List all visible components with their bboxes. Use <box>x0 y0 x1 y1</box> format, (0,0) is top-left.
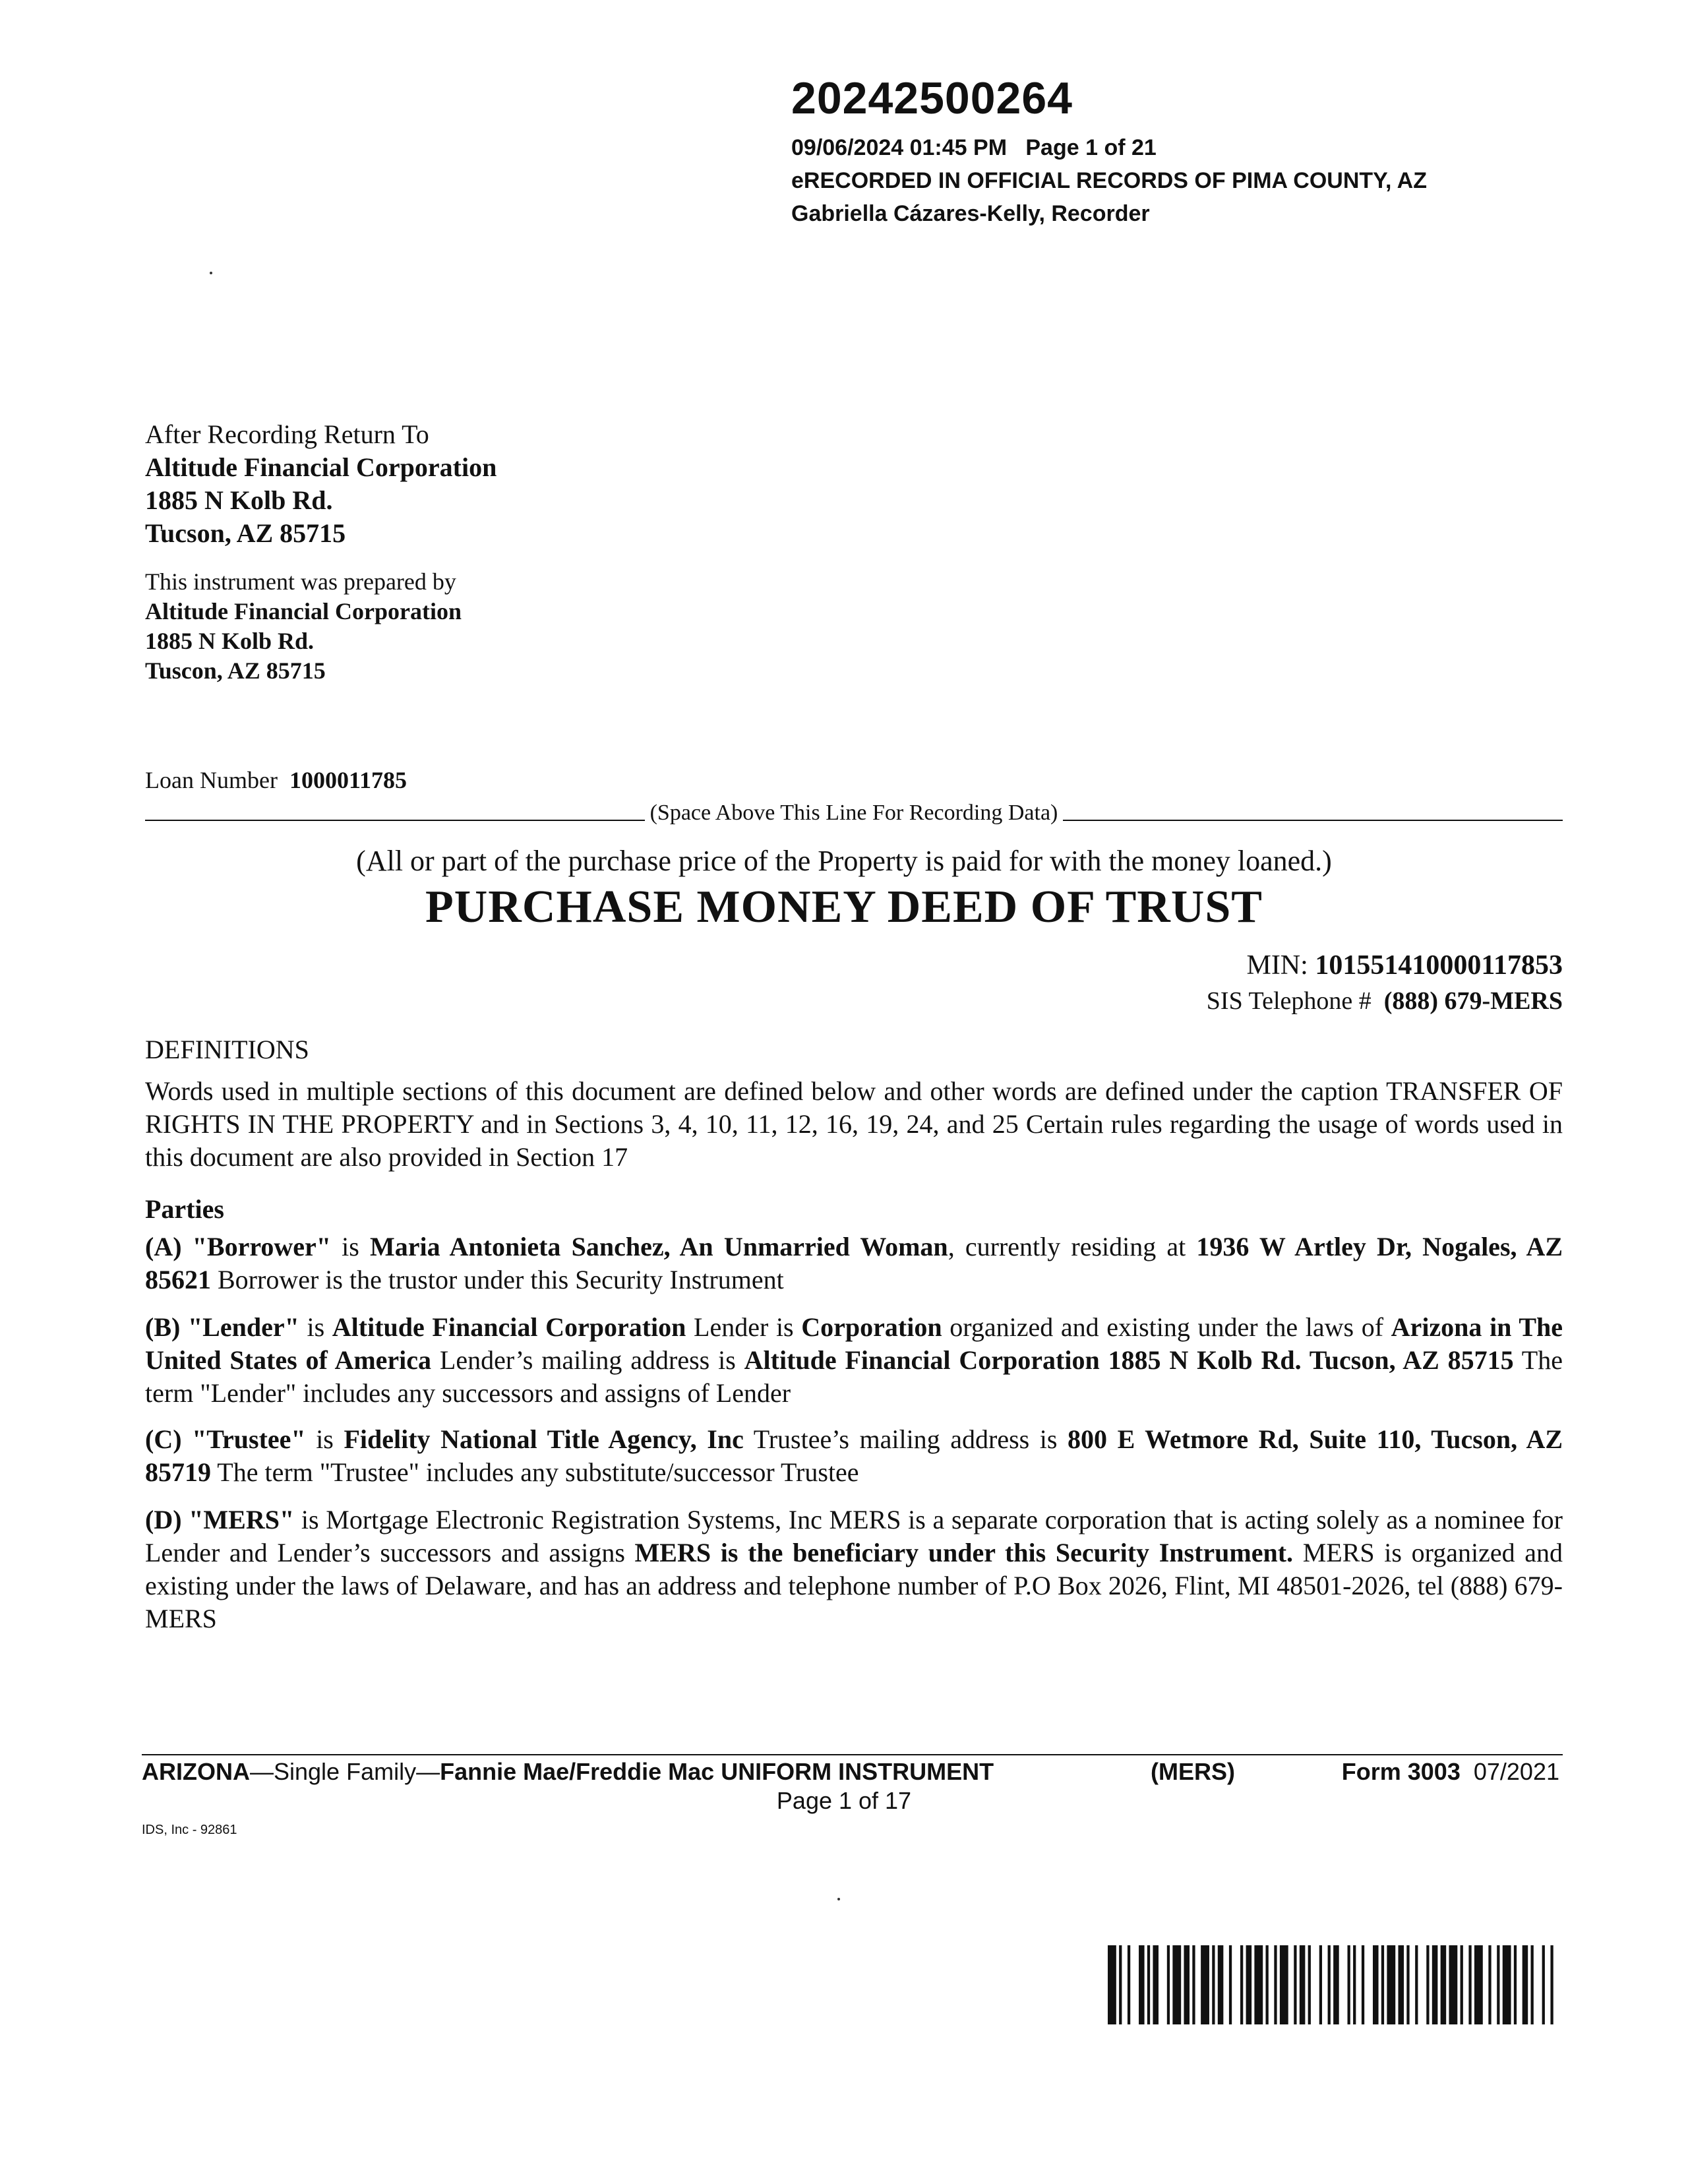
recording-page: Page 1 of 21 <box>1025 135 1157 160</box>
footer-ids: IDS, Inc - 92861 <box>142 1823 237 1837</box>
lender-label: (B) "Lender" <box>145 1312 299 1342</box>
sis-line <box>1207 986 1563 1016</box>
scan-speck <box>210 272 212 274</box>
prepared-by-label: This instrument was prepared by <box>145 568 456 595</box>
recording-space-separator <box>145 798 1563 828</box>
borrower-label: (A) "Borrower" <box>145 1232 331 1261</box>
footer-dash: —Single Family— <box>250 1758 440 1785</box>
sis-value: (888) 679-MERS <box>1383 987 1563 1015</box>
lender-type: Corporation <box>801 1312 942 1342</box>
lender-name: Altitude Financial Corporation <box>332 1312 686 1342</box>
barcode-bar <box>1308 1945 1311 2024</box>
barcode-bar <box>1147 1945 1150 2024</box>
recording-datetime-line <box>791 135 1157 161</box>
prepared-by-name: Altitude Financial Corporation <box>145 598 462 624</box>
footer-uniform: Fannie Mae/Freddie Mac UNIFORM INSTRUMENT <box>440 1758 994 1785</box>
lender-mid2: organized and existing under the laws of <box>942 1312 1391 1342</box>
recording-datetime: 09/06/2024 01:45 PM <box>791 135 1008 160</box>
footer-form-number <box>1342 1758 1559 1786</box>
barcode-bar <box>1319 1945 1322 2024</box>
min-line <box>1246 950 1563 981</box>
trustee-mid: Trustee’s mailing address is <box>743 1424 1068 1454</box>
definitions-heading: DEFINITIONS <box>145 1035 309 1064</box>
mers-label: (D) "MERS" <box>145 1505 295 1534</box>
return-to-label: After Recording Return To <box>145 419 429 449</box>
barcode-bar <box>1201 1945 1209 2024</box>
barcode-bar <box>1488 1945 1491 2024</box>
lender-tail: The term "Lender" includes any successors and assigns of Lender <box>145 1345 1563 1408</box>
party-trustee <box>145 1423 1563 1489</box>
barcode-bar <box>1406 1945 1409 2024</box>
barcode-bar <box>1474 1945 1483 2024</box>
barcode-bar <box>1381 1945 1384 2024</box>
footer-form-date: 07/2021 <box>1473 1758 1559 1785</box>
lender-mid3: Lender’s mailing address is <box>431 1345 744 1375</box>
barcode-bar <box>1348 1945 1350 2024</box>
loan-number: 1000011785 <box>289 767 407 793</box>
party-lender <box>145 1311 1563 1410</box>
barcode-bar <box>1246 1945 1252 2024</box>
borrower-is: is <box>330 1232 370 1261</box>
recording-number: 20242500264 <box>791 73 1073 123</box>
borrower-name: Maria Antonieta Sanchez, An Unmarried Woman <box>369 1232 948 1261</box>
barcode-bar <box>1468 1945 1471 2024</box>
scan-speck <box>837 1898 840 1900</box>
barcode-bar <box>1184 1945 1190 2024</box>
barcode-bar <box>1280 1945 1288 2024</box>
barcode-bar <box>1212 1945 1215 2024</box>
barcode-bar <box>1497 1945 1499 2024</box>
barcode-bar <box>1240 1945 1243 2024</box>
footer-mers: (MERS) <box>1151 1758 1235 1785</box>
space-note: (Space Above This Line For Recording Data) <box>649 801 1058 825</box>
barcode-bar <box>1218 1945 1224 2024</box>
min-value: 1015514100001178​53 <box>1315 950 1563 981</box>
return-to-name: Altitude Financial Corporation <box>145 452 497 482</box>
return-to-block <box>145 418 497 550</box>
min-label: MIN: <box>1246 950 1308 981</box>
barcode-bar <box>1399 1945 1404 2024</box>
lender-mid1: Lender is <box>686 1312 802 1342</box>
barcode-bar <box>1266 1945 1269 2024</box>
barcode-bar <box>1108 1945 1116 2024</box>
barcode-bar <box>1461 1945 1463 2024</box>
barcode-bar <box>1128 1945 1130 2024</box>
barcode-bar <box>1432 1945 1438 2024</box>
trustee-name: Fidelity National Title Agency, Inc <box>344 1424 744 1454</box>
lender-address: Altitude Financial Corporation 1885 N Kolb Rd. Tucson, AZ 85715 <box>744 1345 1514 1375</box>
barcode-bar <box>1514 1945 1517 2024</box>
borrower-tail: Borrower is the trustor under this Security Instrument <box>211 1265 784 1294</box>
separator-rule-left <box>145 820 645 821</box>
footer-page: Page 1 of 17 <box>776 1787 912 1814</box>
barcode-bar <box>1192 1945 1195 2024</box>
footer-form-description <box>142 1758 994 1786</box>
mers-text2: MERS is organized and existing under the laws of Delaware, and has an address and telephone number of P.O Box 2026, Flint, MI 48501-2026, tel (888) 679-MERS <box>145 1538 1563 1633</box>
barcode-bar <box>1531 1945 1534 2024</box>
barcode-bar <box>1387 1945 1395 2024</box>
borrower-address: 1936 W Artley Dr, Nogales, AZ 85621 <box>145 1232 1563 1294</box>
barcode-bar <box>1139 1945 1145 2024</box>
prepared-by-address2: Tuscon, AZ 85715 <box>145 657 326 684</box>
barcode-bar <box>1274 1945 1277 2024</box>
parties-heading: Parties <box>145 1194 224 1224</box>
footer-state: ARIZONA <box>142 1758 250 1785</box>
sis-label: SIS Telephone # <box>1206 987 1372 1015</box>
return-to-address2: Tucson, AZ 85715 <box>145 518 346 548</box>
lender-is: is <box>299 1312 332 1342</box>
separator-rule-right <box>1063 820 1563 821</box>
barcode-bar <box>1229 1945 1232 2024</box>
prepared-by-block <box>145 567 462 686</box>
barcode-bar <box>1362 1945 1364 2024</box>
lender-jurisdiction: Arizona in The United States of America <box>145 1312 1563 1375</box>
barcode-bar <box>1373 1945 1379 2024</box>
barcode-bar <box>1172 1945 1181 2024</box>
barcode-bar <box>1441 1945 1447 2024</box>
barcode-bar <box>1550 1945 1553 2024</box>
party-mers <box>145 1503 1563 1635</box>
loan-number-label: Loan Number <box>145 767 278 793</box>
borrower-mid: , currently residing at <box>948 1232 1197 1261</box>
trustee-address: 800 E Wetmore Rd, Suite 110, Tucson, AZ 85719 <box>145 1424 1563 1487</box>
trustee-tail: The term "Trustee" includes any substitute/successor Trustee <box>211 1457 859 1487</box>
barcode-bar <box>1522 1945 1528 2024</box>
barcode-bar <box>1503 1945 1511 2024</box>
definitions-intro: Words used in multiple sections of this document are defined below and other words are defined under the caption TRANSFER OF RIGHTS IN THE PROPERTY and in Sections 3, 4, 10, 11, 12, 16, 19, 24, and 25 Certain rules regarding the usage of words used in this document are also provided in Section 17 <box>145 1076 1563 1172</box>
recording-office: eRECORDED IN OFFICIAL RECORDS OF PIMA COUNTY, AZ <box>791 168 1428 193</box>
barcode-bar <box>1300 1945 1306 2024</box>
party-borrower <box>145 1230 1563 1296</box>
footer-form: Form 3003 <box>1341 1758 1461 1785</box>
barcode-bar <box>1328 1945 1331 2024</box>
return-to-address1: 1885 N Kolb Rd. <box>145 485 333 515</box>
purchase-note: (All or part of the purchase price of the Property is paid for with the money loaned.) <box>356 845 1332 877</box>
barcode-bar <box>1119 1945 1122 2024</box>
footer-rule <box>142 1754 1563 1755</box>
prepared-by-address1: 1885 N Kolb Rd. <box>145 628 315 654</box>
barcode-bar <box>1542 1945 1545 2024</box>
loan-number-line <box>145 766 407 794</box>
barcode-bar <box>1415 1945 1418 2024</box>
barcode-bar <box>1333 1945 1339 2024</box>
trustee-is: is <box>305 1424 344 1454</box>
barcode-bar <box>1153 1945 1159 2024</box>
barcode-bar <box>1353 1945 1356 2024</box>
recording-recorder: Gabriella Cázares-Kelly, Recorder <box>791 201 1150 226</box>
barcode-bar <box>1294 1945 1296 2024</box>
barcode-bar <box>1167 1945 1170 2024</box>
barcode-bar <box>1426 1945 1429 2024</box>
mers-beneficiary: MERS is the beneficiary under this Security Instrument. <box>634 1538 1294 1567</box>
trustee-label: (C) "Trustee" <box>145 1424 306 1454</box>
mers-text1: is Mortgage Electronic Registration Systems, Inc MERS is a separate corporation that is acting solely as a nominee for Lender and Lender’s successors and assigns <box>145 1505 1563 1567</box>
document-title: PURCHASE MONEY DEED OF TRUST <box>425 882 1263 932</box>
barcode-bar <box>1449 1945 1457 2024</box>
barcode-bar <box>1254 1945 1263 2024</box>
barcode-image <box>1108 1945 1556 2024</box>
